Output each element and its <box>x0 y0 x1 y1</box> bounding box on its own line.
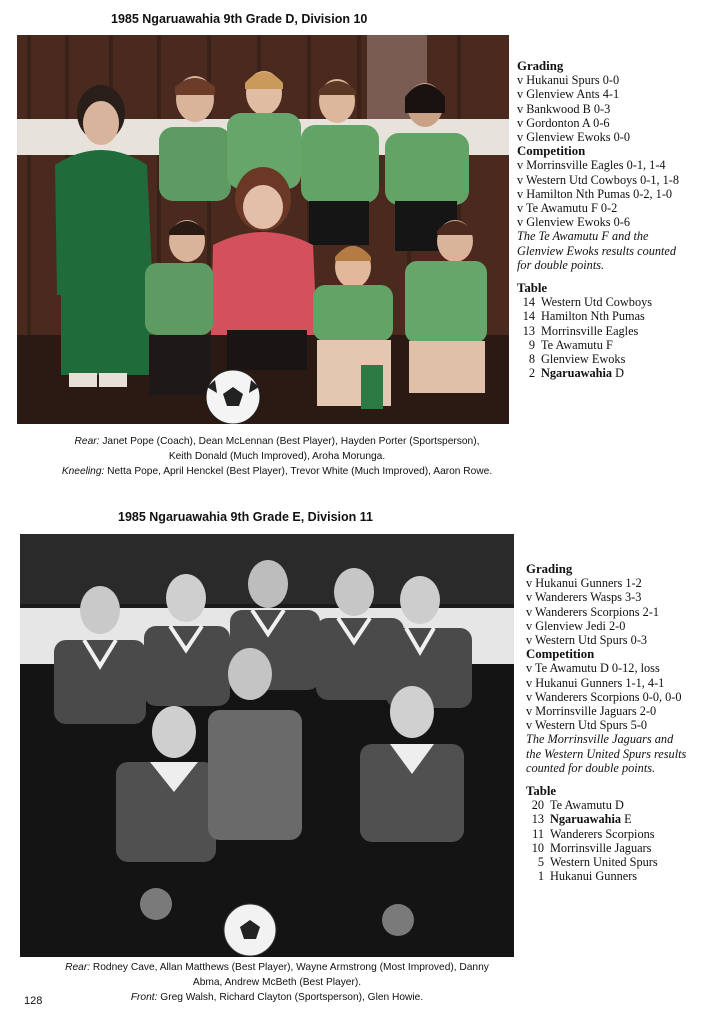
team1-title: 1985 Ngaruawahia 9th Grade D, Division 10 <box>111 12 368 26</box>
table-row: 20 Te Awamutu D <box>531 798 624 813</box>
competition-heading: Competition <box>526 647 595 662</box>
competition-result: v Wanderers Scorpions 0-0, 0-0 <box>526 689 682 704</box>
team2-caption: Rear: Rodney Cave, Allan Matthews (Best Player), Wayne Armstrong (Most Improved), Danny Abma, Andrew McBeth (Best Player). Front: Greg Walsh, Richard Clayton (Sportsperson), Glen Howie. <box>65 962 489 1003</box>
team1-photo <box>17 35 509 424</box>
competition-heading: Competition <box>517 144 586 159</box>
team1-results <box>517 59 717 380</box>
table-row: 14 Western Utd Cowboys <box>522 295 653 310</box>
grading-result: v Hukanui Gunners 1-2 <box>526 576 642 591</box>
competition-result: v Morrinsville Eagles 0-1, 1-4 <box>517 158 666 173</box>
grading-result: v Glenview Jedi 2-0 <box>526 618 626 633</box>
competition-result: v Western Utd Spurs 5-0 <box>526 718 648 733</box>
table-row: 1 Hukanui Gunners <box>537 869 638 884</box>
table-row: 5 Western United Spurs <box>537 855 658 870</box>
team1-caption: Rear: Janet Pope (Coach), Dean McLennan (Best Player), Hayden Porter (Sportsperson), Keith Donald (Much Improved), Aroha Morunga. Kneeling: Netta Pope, April Henckel (Best Player), Trevor White (Much Improved), Aaron Rowe. <box>61 436 493 477</box>
results-note: for double points. <box>517 257 605 272</box>
table-row: 14 Hamilton Nth Pumas <box>522 309 645 324</box>
grading-result: v Bankwood B 0-3 <box>517 101 611 116</box>
grading-heading: Grading <box>526 562 573 576</box>
table-row: 8 Glenview Ewoks <box>528 352 626 367</box>
results-note: The Te Awamutu F and the <box>517 229 649 244</box>
grading-result: v Glenview Ants 4-1 <box>517 87 620 102</box>
page-number: 128 <box>24 995 43 1007</box>
results-note: counted for double points. <box>526 760 656 775</box>
team2-title: 1985 Ngaruawahia 9th Grade E, Division 11 <box>118 510 373 524</box>
grading-result: v Wanderers Scorpions 2-1 <box>526 604 659 619</box>
competition-result: v Western Utd Cowboys 0-1, 1-8 <box>517 172 680 187</box>
table-heading: Table <box>517 281 548 296</box>
grading-result: v Glenview Ewoks 0-0 <box>517 130 631 145</box>
table-row: 10 Morrinsville Jaguars <box>531 840 652 855</box>
grading-result: v Gordonton A 0-6 <box>517 115 610 130</box>
grading-result: v Hukanui Spurs 0-0 <box>517 73 620 88</box>
grading-heading: Grading <box>517 59 564 73</box>
competition-result: v Hamilton Nth Pumas 0-2, 1-0 <box>517 186 673 201</box>
competition-result: v Morrinsville Jaguars 2-0 <box>526 704 657 719</box>
table-row: 13 Morrinsville Eagles <box>522 323 639 338</box>
table-row: 2 Ngaruawahia D <box>528 366 625 381</box>
competition-result: v Hukanui Gunners 1-1, 4-1 <box>526 675 665 690</box>
table-row: 9 Te Awamutu F <box>528 337 613 352</box>
grading-result: v Wanderers Wasps 3-3 <box>526 590 642 605</box>
competition-result: v Te Awamutu F 0-2 <box>517 201 618 216</box>
competition-result: v Glenview Ewoks 0-6 <box>517 215 631 230</box>
team2-results <box>526 562 718 883</box>
team2-photo <box>20 534 514 957</box>
table-row: 13 Ngaruawahia E <box>531 812 632 827</box>
results-note: the Western United Spurs results <box>526 746 687 761</box>
results-note: The Morrinsville Jaguars and <box>526 732 674 747</box>
competition-result: v Te Awamutu D 0-12, loss <box>526 661 660 676</box>
grading-result: v Western Utd Spurs 0-3 <box>526 633 648 648</box>
table-row: 11 Wanderers Scorpions <box>532 826 655 841</box>
results-note: Glenview Ewoks results counted <box>517 243 677 258</box>
table-heading: Table <box>526 784 557 799</box>
